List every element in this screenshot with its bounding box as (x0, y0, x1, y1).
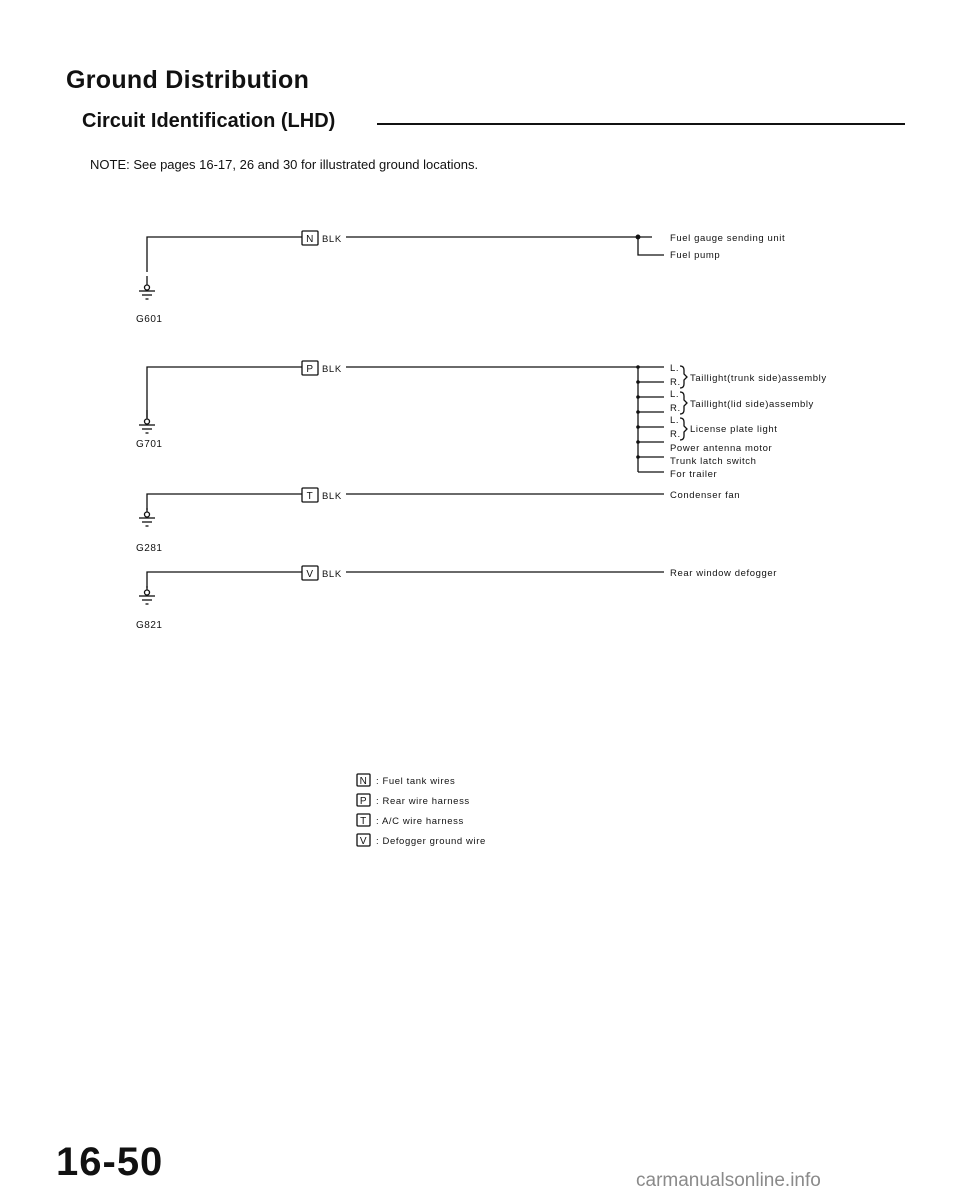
side-right-label: R. (670, 403, 681, 414)
ground-symbol (139, 410, 155, 433)
branch-wires (638, 382, 664, 472)
wire-color: BLK (322, 569, 342, 580)
ground-lead-g281 (147, 494, 302, 510)
load-label: Power antenna motor (670, 443, 773, 454)
legend-code: V (359, 836, 368, 847)
connector-code: V (306, 569, 314, 580)
note-text: NOTE: See pages 16-17, 26 and 30 for illustrated ground locations. (90, 157, 479, 172)
circuit-g821 (136, 566, 777, 631)
load-label: Rear window defogger (670, 568, 778, 579)
legend-text: : Rear wire harness (376, 796, 470, 807)
connector-code: T (306, 491, 314, 502)
ground-label: G601 (136, 314, 163, 325)
wire-color: BLK (322, 364, 342, 375)
side-left-label: L. (670, 363, 680, 374)
side-right-label: R. (670, 377, 681, 388)
ground-symbol (139, 276, 155, 299)
page-title: Ground Distribution (66, 66, 310, 94)
wire-color: BLK (322, 491, 342, 502)
circuit-g281 (136, 488, 740, 554)
section-subtitle: Circuit Identification (LHD) (82, 110, 336, 132)
load-label: Fuel pump (670, 250, 721, 261)
group-brace (680, 392, 687, 414)
load-label: Taillight(lid side)assembly (690, 399, 814, 410)
ground-symbol (139, 586, 155, 604)
side-right-label: R. (670, 429, 681, 440)
circuit-g701 (136, 361, 827, 480)
load-label: Condenser fan (670, 490, 741, 501)
page-number: 16-50 (56, 1140, 164, 1184)
load-label: Taillight(trunk side)assembly (690, 373, 827, 384)
group-brace (680, 366, 687, 388)
side-left-label: L. (670, 415, 680, 426)
legend-text: : A/C wire harness (376, 816, 464, 827)
connector-code: P (306, 364, 314, 375)
legend (357, 774, 486, 847)
ground-lead-g601 (147, 237, 302, 272)
circuit-g601 (136, 231, 785, 325)
legend-code: N (359, 776, 368, 787)
ground-symbol (139, 508, 155, 526)
group-brace (680, 418, 687, 440)
load-label: Trunk latch switch (670, 456, 757, 467)
ground-label: G281 (136, 543, 163, 554)
ground-lead-g701 (147, 367, 302, 418)
wire-color: BLK (322, 234, 342, 245)
ground-lead-g821 (147, 572, 302, 588)
watermark: carmanualsonline.info (636, 1170, 821, 1191)
ground-label: G701 (136, 439, 163, 450)
legend-text: : Defogger ground wire (376, 836, 486, 847)
legend-code: T (360, 816, 367, 827)
load-label: Fuel gauge sending unit (670, 233, 786, 244)
side-left-label: L. (670, 389, 680, 400)
legend-text: : Fuel tank wires (376, 776, 456, 787)
legend-code: P (359, 796, 368, 807)
load-label: For trailer (670, 469, 718, 480)
connector-code: N (306, 234, 314, 245)
ground-label: G821 (136, 620, 163, 631)
load-label: License plate light (690, 424, 778, 435)
branch-wire (638, 237, 664, 255)
